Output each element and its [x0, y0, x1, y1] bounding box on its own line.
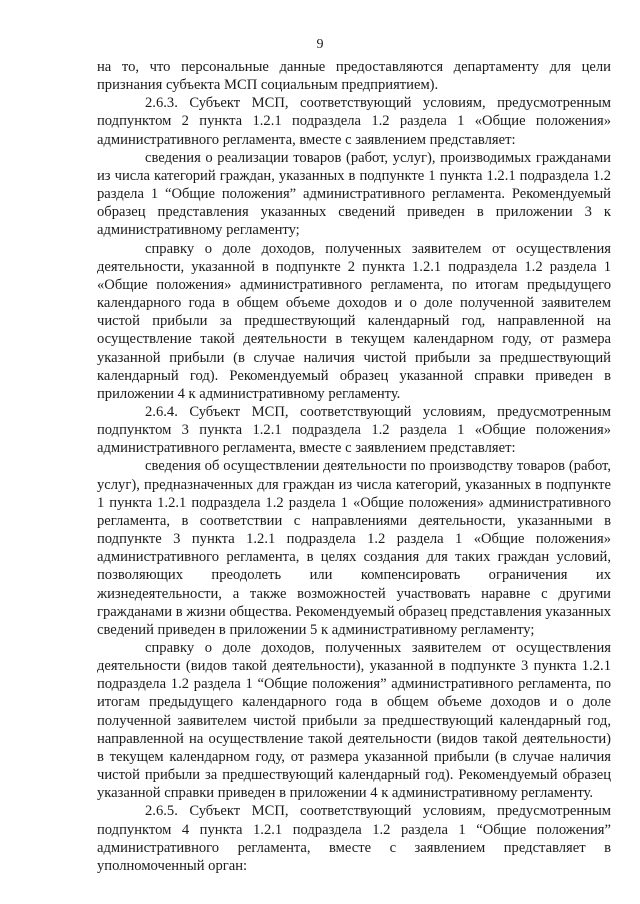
document-body: [97, 58, 611, 875]
paragraph-continuation: на то, что персональные данные предоставляются департаменту для цели признания субъекта МСП социальным предприятием).: [97, 59, 611, 94]
paragraph-2-6-4: 2.6.4. Субъект МСП, соответствующий условиям, предусмотренным подпунктом 3 пункта 1.2.1 подраздела 1.2 раздела 1 «Общие положения» административного регламента, вместе с заявлением представляет:: [97, 403, 611, 457]
paragraph-activity-info: сведения об осуществлении деятельности по производству товаров (работ, услуг), предназначенных для граждан из числа категорий, указанных в подпункте 1 пункта 1.2.1 подраздела 1.2 раздела 1 «Общие положения» административного регламента, в соответствии с направлениями деятельности, указанными в подпункте 3 пункта 1.2.1 подраздела 1.2 раздела 1 «Общие положения» административного регламента, в целях создания для таких граждан условий, позволяющих преодолеть или компенсировать ограничения их жизнедеятельности, а также возможностей участвовать наравне с другими гражданами в жизни общества. Рекомендуемый образец представления указанных сведений приведен в приложении 5 к административному регламенту;: [97, 458, 611, 638]
paragraph-2-6-3: 2.6.3. Субъект МСП, соответствующий условиям, предусмотренным подпунктом 2 пункта 1.2.1 подраздела 1.2 раздела 1 «Общие положения» административного регламента, вместе с заявлением представляет:: [97, 95, 611, 148]
paragraph-2-6-5: 2.6.5. Субъект МСП, соответствующий условиям, предусмотренным подпунктом 4 пункта 1.2.1 подраздела 1.2 раздела 1 “Общие положения” административного регламента, вместе с заявлением представляет в уполномоченный орган:: [97, 803, 611, 874]
paragraph-sales-info: сведения о реализации товаров (работ, услуг), производимых гражданами из числа категорий граждан, указанных в подпункте 1 пункта 1.2.1 подраздела 1.2 раздела 1 “Общие положения” административного регламента. Рекомендуемый образец представления указанных сведений приведен в приложении 3 к административному регламенту;: [97, 149, 611, 239]
paragraph-income-certificate-1: справку о доле доходов, полученных заявителем от осуществления деятельности, указанной в подпункте 2 пункта 1.2.1 подраздела 1.2 раздела 1 «Общие положения» административного регламента, по итогам предыдущего календарного года в общем объеме доходов и о доле полученной заявителем чистой прибыли за предшествующий календарный год, направленной на осуществление такой деятельности в текущем календарном году, от размера указанной прибыли (в случае наличия чистой прибыли за предшествующий календарный год). Рекомендуемый образец указанной справки приведен в приложении 4 к административному регламенту.: [97, 240, 611, 402]
paragraph-income-certificate-2: справку о доле доходов, полученных заявителем от осуществления деятельности (видов такой деятельности), указанной в подпункте 3 пункта 1.2.1 подраздела 1.2 раздела 1 “Общие положения” административного регламента, по итогам предыдущего календарного года в общем объеме доходов и о доле полученной заявителем чистой прибыли за предшествующий календарный год, направленной на осуществление такой деятельности (видов такой деятельности) в текущем календарном году, от размера указанной прибыли (в случае наличия чистой прибыли за предшествующий календарный год). Рекомендуемый образец указанной справки приведен в приложении 4 к административному регламенту.: [97, 640, 611, 802]
page-number: 9: [316, 37, 324, 52]
